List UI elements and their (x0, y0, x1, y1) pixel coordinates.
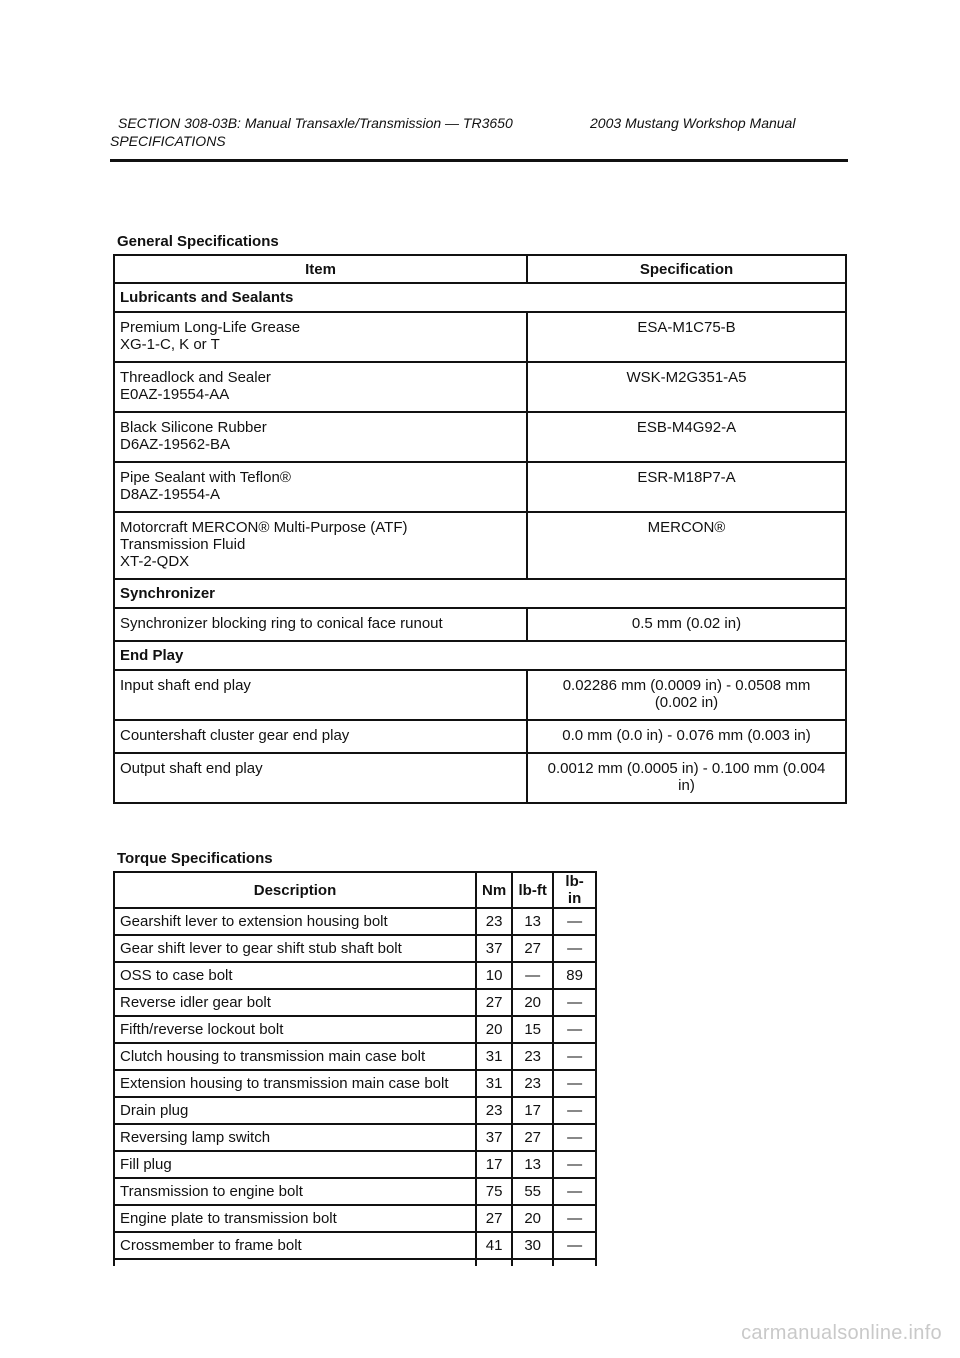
lbin-cell: — (553, 1178, 596, 1205)
group-end-play: End Play (114, 641, 846, 670)
nm-cell: 37 (476, 1124, 512, 1151)
description-cell: Clutch housing to transmission main case bolt (114, 1043, 476, 1070)
lbin-cell: — (553, 1016, 596, 1043)
description-cell: Fill plug (114, 1151, 476, 1178)
lbft-cell: 30 (512, 1232, 553, 1259)
empty-cell (553, 1259, 596, 1266)
watermark: carmanualsonline.info (741, 1322, 942, 1344)
general-specs-table (113, 254, 847, 804)
section-title: SECTION 308-03B: Manual Transaxle/Transmission — TR3650 (118, 115, 513, 131)
spec-cell: 0.0 mm (0.0 in) - 0.076 mm (0.003 in) (527, 720, 846, 753)
group-synchronizer: Synchronizer (114, 579, 846, 608)
table-row (114, 989, 596, 1016)
header-divider (110, 159, 848, 162)
item-cell: Output shaft end play (114, 753, 527, 803)
table-row (114, 1151, 596, 1178)
spec-column-header: Specification (527, 255, 846, 283)
table-row (114, 720, 846, 753)
nm-cell: 10 (476, 962, 512, 989)
general-specs-caption: General Specifications (117, 233, 279, 250)
manual-title: 2003 Mustang Workshop Manual (590, 115, 796, 131)
item-cell: Threadlock and Sealer E0AZ-19554-AA (114, 362, 527, 412)
nm-cell: 37 (476, 935, 512, 962)
description-cell: Reverse idler gear bolt (114, 989, 476, 1016)
nm-cell: 23 (476, 1097, 512, 1124)
table-row (114, 935, 596, 962)
item-column-header: Item (114, 255, 527, 283)
lbft-cell: 27 (512, 935, 553, 962)
nm-cell: 31 (476, 1043, 512, 1070)
empty-cell (476, 1259, 512, 1266)
page-title: SPECIFICATIONS (110, 133, 226, 149)
lbft-cell: 13 (512, 1151, 553, 1178)
spec-cell: ESR-M18P7-A (527, 462, 846, 512)
table-row (114, 608, 846, 641)
lbin-cell: — (553, 1151, 596, 1178)
nm-cell: 17 (476, 1151, 512, 1178)
table-header-row (114, 872, 596, 908)
lbft-cell: 55 (512, 1178, 553, 1205)
lbft-cell: 23 (512, 1070, 553, 1097)
group-row (114, 641, 846, 670)
spec-cell: 0.02286 mm (0.0009 in) - 0.0508 mm (0.002 in) (527, 670, 846, 720)
table-row (114, 1205, 596, 1232)
description-cell: Reversing lamp switch (114, 1124, 476, 1151)
lbin-cell: — (553, 908, 596, 935)
lbin-cell: — (553, 1043, 596, 1070)
lbft-cell: 15 (512, 1016, 553, 1043)
spec-cell: 0.5 mm (0.02 in) (527, 608, 846, 641)
item-cell: Premium Long-Life Grease XG-1-C, K or T (114, 312, 527, 362)
nm-cell: 20 (476, 1016, 512, 1043)
table-row (114, 1124, 596, 1151)
lbin-cell: — (553, 1232, 596, 1259)
nm-cell: 31 (476, 1070, 512, 1097)
lbft-cell: 20 (512, 1205, 553, 1232)
description-cell: OSS to case bolt (114, 962, 476, 989)
lbft-cell: 23 (512, 1043, 553, 1070)
lbin-cell: 89 (553, 962, 596, 989)
lbft-cell: — (512, 962, 553, 989)
table-row (114, 908, 596, 935)
group-row (114, 579, 846, 608)
table-row (114, 670, 846, 720)
spec-cell: MERCON® (527, 512, 846, 579)
group-row (114, 283, 846, 312)
spec-cell: ESA-M1C75-B (527, 312, 846, 362)
table-row (114, 753, 846, 803)
group-lubricants: Lubricants and Sealants (114, 283, 846, 312)
item-cell: Synchronizer blocking ring to conical face runout (114, 608, 527, 641)
empty-cell (114, 1259, 476, 1266)
table-row (114, 1016, 596, 1043)
description-cell: Transmission to engine bolt (114, 1178, 476, 1205)
table-row (114, 362, 846, 412)
item-cell: Input shaft end play (114, 670, 527, 720)
item-cell: Countershaft cluster gear end play (114, 720, 527, 753)
table-row (114, 312, 846, 362)
table-row (114, 462, 846, 512)
table-row (114, 1043, 596, 1070)
table-continuation-row (114, 1259, 596, 1266)
lbft-cell: 20 (512, 989, 553, 1016)
nm-cell: 41 (476, 1232, 512, 1259)
lbin-column-header: lb-in (553, 872, 596, 908)
table-row (114, 412, 846, 462)
lbin-cell: — (553, 989, 596, 1016)
spec-cell: 0.0012 mm (0.0005 in) - 0.100 mm (0.004 in) (527, 753, 846, 803)
item-cell: Motorcraft MERCON® Multi-Purpose (ATF) Transmission Fluid XT-2-QDX (114, 512, 527, 579)
empty-cell (512, 1259, 553, 1266)
page-header (110, 114, 848, 150)
lbft-cell: 27 (512, 1124, 553, 1151)
table-row (114, 1178, 596, 1205)
nm-column-header: Nm (476, 872, 512, 908)
lbin-cell: — (553, 1097, 596, 1124)
lbft-cell: 13 (512, 908, 553, 935)
spec-cell: WSK-M2G351-A5 (527, 362, 846, 412)
description-cell: Engine plate to transmission bolt (114, 1205, 476, 1232)
torque-specs-caption: Torque Specifications (117, 850, 273, 867)
nm-cell: 27 (476, 989, 512, 1016)
description-column-header: Description (114, 872, 476, 908)
lbft-column-header: lb-ft (512, 872, 553, 908)
lbin-cell: — (553, 1124, 596, 1151)
item-cell: Black Silicone Rubber D6AZ-19562-BA (114, 412, 527, 462)
description-cell: Gear shift lever to gear shift stub shaft bolt (114, 935, 476, 962)
item-cell: Pipe Sealant with Teflon® D8AZ-19554-A (114, 462, 527, 512)
description-cell: Gearshift lever to extension housing bolt (114, 908, 476, 935)
header-line (110, 114, 848, 132)
table-row (114, 512, 846, 579)
torque-specs-table (113, 871, 597, 1266)
table-header-row (114, 255, 846, 283)
table-row (114, 1097, 596, 1124)
description-cell: Crossmember to frame bolt (114, 1232, 476, 1259)
nm-cell: 75 (476, 1178, 512, 1205)
lbin-cell: — (553, 1070, 596, 1097)
table-row (114, 1070, 596, 1097)
table-row (114, 962, 596, 989)
nm-cell: 27 (476, 1205, 512, 1232)
description-cell: Extension housing to transmission main case bolt (114, 1070, 476, 1097)
lbft-cell: 17 (512, 1097, 553, 1124)
table-row (114, 1232, 596, 1259)
nm-cell: 23 (476, 908, 512, 935)
spec-cell: ESB-M4G92-A (527, 412, 846, 462)
lbin-cell: — (553, 1205, 596, 1232)
description-cell: Fifth/reverse lockout bolt (114, 1016, 476, 1043)
lbin-cell: — (553, 935, 596, 962)
description-cell: Drain plug (114, 1097, 476, 1124)
